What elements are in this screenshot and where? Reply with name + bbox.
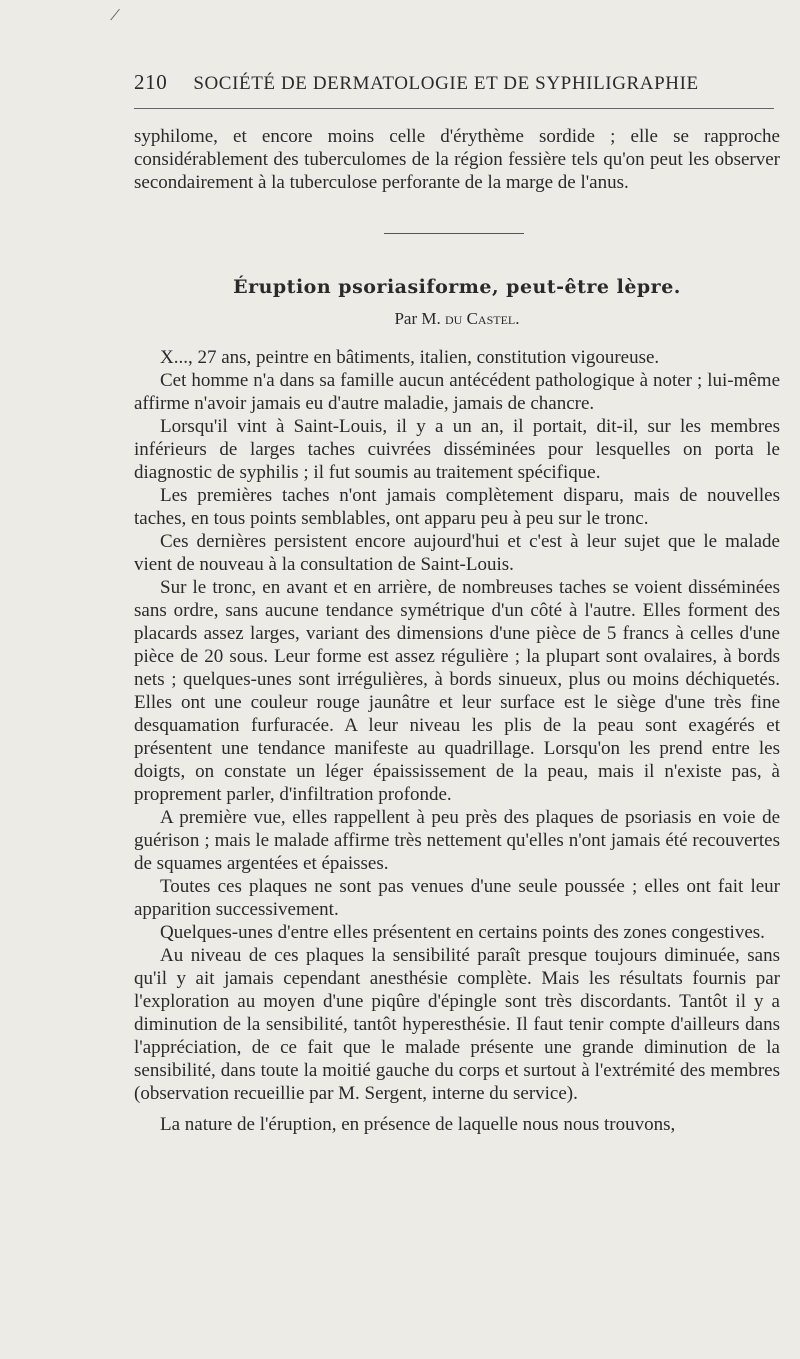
paragraph: A première vue, elles rappellent à peu près des plaques de psoriasis en voie de guérison ; mais le malade affirme très nettement qu'elles n'ont jamais été recouvertes de squames argentées et épaisses. [134,807,780,874]
paragraph: Cet homme n'a dans sa famille aucun antécédent pathologique à noter ; lui-même affirme n'avoir jamais eu d'autre maladie, jamais de chancre. [134,370,780,414]
paragraph: Au niveau de ces plaques la sensibilité paraît presque toujours diminuée, sans qu'il y ait jamais cependant anesthésie complète. Mais les résultats fournis par l'exploration au moyen d'une piqûre d'épingle sont très discordants. Tantôt il y a diminution de la sensibilité, tantôt hyperesthésie. Il faut tenir compte d'ailleurs dans l'appréciation, de ce fait que le malade présente une grande diminution de la sensibilité, dans toute la moitié gauche du corps et surtout à l'extrémité des membres (observation recueillie par M. Sergent, interne du service). [134,945,780,1104]
paragraph: Sur le tronc, en avant et en arrière, de nombreuses taches se voient disséminées sans ordre, sans aucune tendance symétrique d'un côté à l'autre. Elles forment des placards assez larges, variant des dimensions d'une pièce de 5 francs à celles d'une pièce de 20 sous. Leur forme est assez régulière ; la plupart sont ovalaires, à bords nets ; quelques-unes sont irrégulières, à bords sinueux, plus ou moins déchiquetés. Elles ont une couleur rouge jaunâtre et leur surface est le siège d'une très fine desquamation furfuracée. A leur niveau les plis de la peau sont exagérés et présentent une tendance manifeste au quadrillage. Lorsqu'on les prend entre les doigts, on constate un léger épaississement de la peau, mais il n'existe pas, à proprement parler, d'infiltration profonde. [134,577,780,805]
article-author [134,309,780,329]
running-header [134,70,774,95]
header-rule [134,108,774,109]
paragraph: Ces dernières persistent encore aujourd'hui et c'est à leur sujet que le malade vient de nouveau à la consultation de Saint-Louis. [134,531,780,575]
paragraph: X..., 27 ans, peintre en bâtiments, italien, constitution vigoureuse. [160,347,660,368]
article-title: Éruption psoriasiforme, peut-être lèpre. [233,276,681,298]
page-number: 210 [134,70,168,94]
intro-paragraph: syphilome, et encore moins celle d'érythème sordide ; elle se rapproche considérablement des tuberculomes de la région fessière tels qu'on peut les observer secondairement à la tuberculose perforante de la marge de l'anus. [134,126,780,193]
intro-text [134,125,780,194]
article-body [134,346,780,1136]
running-title: SOCIÉTÉ DE DERMATOLOGIE ET DE SYPHILIGRAPHIE [193,73,699,94]
paragraph: Les premières taches n'ont jamais complètement disparu, mais de nouvelles taches, en tous points semblables, ont apparu peu à peu sur le tronc. [134,485,780,529]
paragraph: Lorsqu'il vint à Saint-Louis, il y a un an, il portait, dit-il, sur les membres inférieurs de larges taches cuivrées disséminées pour lesquelles on porta le diagnostic de syphilis ; il fut soumis au traitement spécifique. [134,416,780,483]
author-name: du Castel. [445,309,520,328]
paragraph: La nature de l'éruption, en présence de laquelle nous nous trouvons, [160,1114,676,1135]
paragraph: Quelques-unes d'entre elles présentent en certains points des zones congestives. [160,922,765,943]
paragraph: Toutes ces plaques ne sont pas venues d'une seule poussée ; elles ont fait leur apparition successivement. [134,876,780,920]
section-separator [384,233,524,234]
pencil-mark: / [108,3,122,27]
author-prefix: Par M. [394,309,445,328]
